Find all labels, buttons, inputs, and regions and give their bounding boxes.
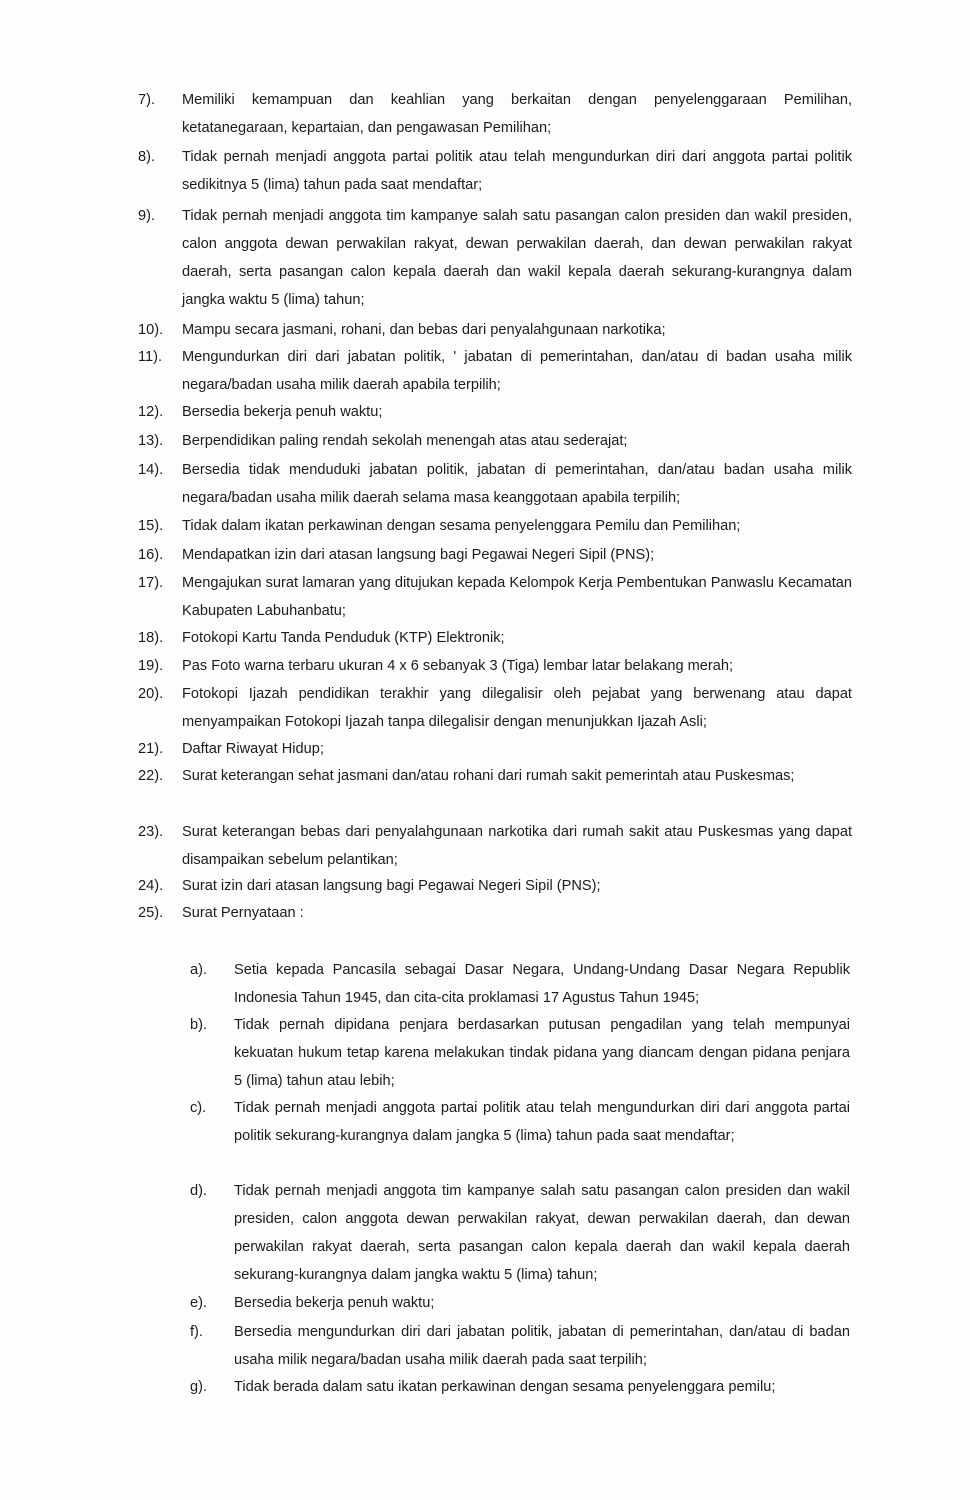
item-number: 20). [138, 686, 164, 702]
item-text: Pas Foto warna terbaru ukuran 4 x 6 sebanyak 3 (Tiga) lembar latar belakang merah; [182, 658, 734, 674]
item-text: Bersedia tidak menduduki jabatan politik, jabatan di pemerintahan, dan/atau badan usaha milik negara/badan usaha milik daerah selama masa keanggotaan apabila terpilih; [182, 462, 852, 506]
item-number: 19). [138, 658, 164, 674]
item-text: Tidak pernah menjadi anggota partai politik atau telah mengundurkan diri dari anggota partai politik sedikitnya 5 (lima) tahun pada saat mendaftar; [182, 149, 852, 193]
item-text: Surat keterangan sehat jasmani dan/atau rohani dari rumah sakit pemerintah atau Puskesmas; [182, 768, 795, 784]
item-text: Tidak pernah menjadi anggota tim kampanye salah satu pasangan calon presiden dan wakil presiden, calon anggota dewan perwakilan rakyat, dewan perwakilan daerah, dan dewan perwakilan rakyat daerah, serta pasangan calon kepala daerah dan wakil kepala daerah sekurang-kurangnya dalam jangka waktu 5 (lima) tahun; [182, 208, 852, 308]
sub-item-text: Bersedia mengundurkan diri dari jabatan politik, jabatan di pemerintahan, dan/atau di badan usaha milik negara/badan usaha milik daerah pada saat terpilih; [234, 1324, 850, 1368]
item-text: Fotokopi Kartu Tanda Penduduk (KTP) Elektronik; [182, 630, 505, 646]
item-text: Tidak dalam ikatan perkawinan dengan sesama penyelenggara Pemilu dan Pemilihan; [182, 518, 741, 534]
item-number: 8). [138, 149, 156, 165]
item-number: 13). [138, 433, 164, 449]
sub-item-letter: e). [190, 1295, 208, 1311]
item-number: 10). [138, 322, 164, 338]
item-number: 17). [138, 575, 164, 591]
item-text: Fotokopi Ijazah pendidikan terakhir yang dilegalisir oleh pejabat yang berwenang atau dapat menyampaikan Fotokopi Ijazah tanpa dilegalisir dengan menunjukkan Ijazah Asli; [182, 686, 852, 730]
sub-item-text: Setia kepada Pancasila sebagai Dasar Negara, Undang-Undang Dasar Negara Republik Indonesia Tahun 1945, dan cita-cita proklamasi 17 Agustus Tahun 1945; [234, 962, 850, 1006]
item-number: 12). [138, 404, 164, 420]
sub-item-letter: g). [190, 1379, 208, 1395]
item-text: Mengundurkan diri dari jabatan politik, ' jabatan di pemerintahan, dan/atau di badan usaha milik negara/badan usaha milik daerah apabila terpilih; [182, 349, 852, 393]
item-number: 15). [138, 518, 164, 534]
item-text: Memiliki kemampuan dan keahlian yang berkaitan dengan penyelenggaraan Pemilihan, ketatanegaraan, kepartaian, dan pengawasan Pemilihan; [182, 92, 852, 136]
sub-item-text: Tidak pernah menjadi anggota tim kampanye salah satu pasangan calon presiden dan wakil presiden, calon anggota dewan perwakilan rakyat, dewan perwakilan daerah, dan dewan perwakilan rakyat daerah, serta pasangan calon kepala daerah dan wakil kepala daerah sekurang-kurangnya dalam jangka waktu 5 (lima) tahun; [234, 1183, 850, 1283]
item-text: Daftar Riwayat Hidup; [182, 741, 324, 757]
item-number: 7). [138, 92, 156, 108]
item-text: Surat izin dari atasan langsung bagi Pegawai Negeri Sipil (PNS); [182, 878, 601, 894]
item-number: 25). [138, 905, 164, 921]
sub-item-letter: a). [190, 962, 208, 978]
item-number: 14). [138, 462, 164, 478]
sub-item-letter: c). [190, 1100, 207, 1116]
item-text: Mendapatkan izin dari atasan langsung bagi Pegawai Negeri Sipil (PNS); [182, 547, 655, 563]
sub-item-text: Bersedia bekerja penuh waktu; [234, 1295, 435, 1311]
item-number: 11). [138, 349, 163, 365]
item-text: Bersedia bekerja penuh waktu; [182, 404, 383, 420]
item-text: Berpendidikan paling rendah sekolah menengah atas atau sederajat; [182, 433, 628, 449]
sub-item-text: Tidak berada dalam satu ikatan perkawinan dengan sesama penyelenggara pemilu; [234, 1379, 776, 1395]
item-text: Surat Pernyataan : [182, 905, 304, 921]
item-number: 22). [138, 768, 164, 784]
sub-item-letter: b). [190, 1017, 208, 1033]
sub-item-letter: f). [190, 1324, 203, 1340]
item-number: 24). [138, 878, 164, 894]
item-text: Mengajukan surat lamaran yang ditujukan kepada Kelompok Kerja Pembentukan Panwaslu Kecamatan Kabupaten Labuhanbatu; [182, 575, 852, 619]
sub-item-text: Tidak pernah menjadi anggota partai politik atau telah mengundurkan diri dari anggota partai politik sekurang-kurangnya dalam jangka 5 (lima) tahun pada saat mendaftar; [234, 1100, 850, 1144]
item-text: Surat keterangan bebas dari penyalahgunaan narkotika dari rumah sakit atau Puskesmas yang dapat disampaikan sebelum pelantikan; [182, 824, 852, 868]
sub-item-letter: d). [190, 1183, 208, 1199]
item-number: 9). [138, 208, 156, 224]
sub-item-text: Tidak pernah dipidana penjara berdasarkan putusan pengadilan yang telah mempunyai kekuatan hukum tetap karena melakukan tindak pidana yang diancam dengan pidana penjara 5 (lima) tahun atau lebih; [234, 1017, 850, 1089]
item-number: 23). [138, 824, 164, 840]
item-number: 18). [138, 630, 164, 646]
item-number: 16). [138, 547, 164, 563]
item-text: Mampu secara jasmani, rohani, dan bebas dari penyalahgunaan narkotika; [182, 322, 666, 338]
item-number: 21). [138, 741, 164, 757]
